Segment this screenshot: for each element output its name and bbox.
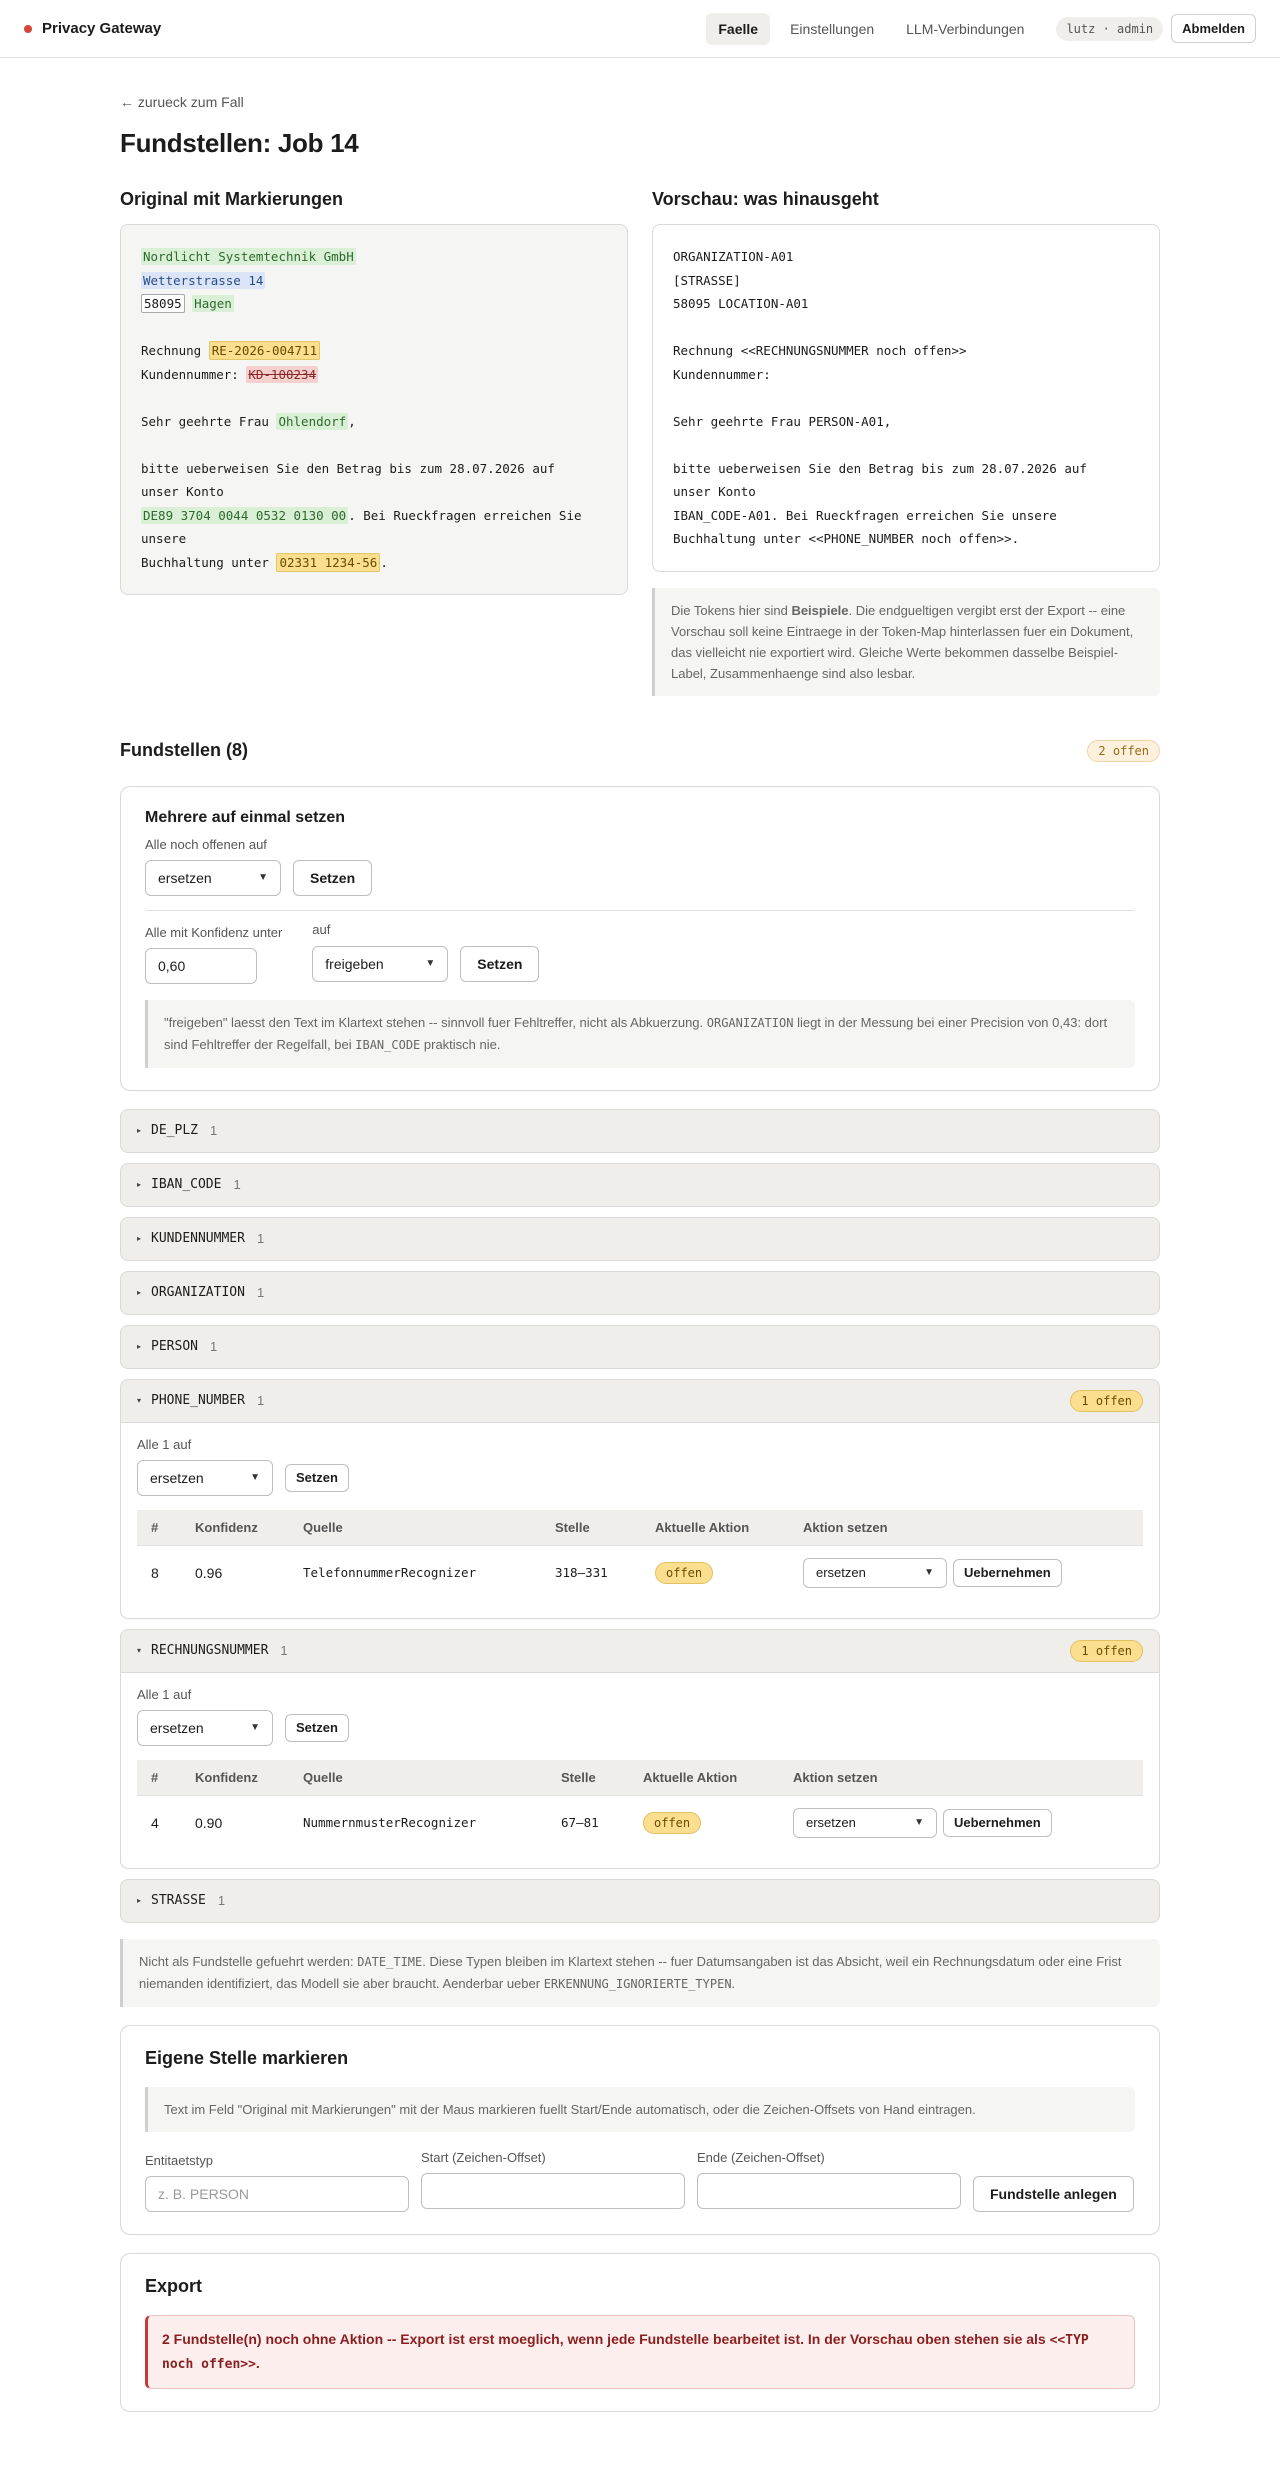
select-value: ersetzen bbox=[150, 1469, 204, 1486]
brand[interactable] bbox=[24, 20, 161, 37]
group-name: STRASSE bbox=[151, 1893, 206, 1908]
export-title: Export bbox=[145, 2275, 203, 2296]
bulk-open-select[interactable] bbox=[145, 860, 281, 896]
create-finding-button[interactable]: Fundstelle anlegen bbox=[973, 2176, 1134, 2212]
export-error-message bbox=[145, 2315, 1135, 2389]
group-phone-header[interactable] bbox=[121, 1380, 1159, 1422]
group-de-plz[interactable] bbox=[120, 1109, 1160, 1153]
triangle-down-icon: ▾ bbox=[137, 1646, 142, 1655]
col-header: Konfidenz bbox=[195, 1769, 258, 1785]
bulk-open-label: Alle noch offenen auf bbox=[145, 836, 267, 852]
row-action-select[interactable] bbox=[793, 1808, 937, 1838]
group-kundennummer[interactable] bbox=[120, 1217, 1160, 1261]
preview-heading: Vorschau: was hinausgeht bbox=[652, 189, 879, 209]
mark-organization[interactable]: Nordlicht Systemtechnik GmbH bbox=[143, 249, 354, 264]
group-count: 1 bbox=[256, 1393, 265, 1408]
start-label: Start (Zeichen-Offset) bbox=[421, 2149, 546, 2165]
select-value: ersetzen bbox=[150, 1719, 204, 1736]
user-badge: lutz · admin bbox=[1056, 17, 1163, 41]
bulk-auf-label: auf bbox=[312, 921, 331, 937]
triangle-right-icon: ▸ bbox=[137, 1896, 142, 1905]
greeting-text: Sehr geehrte Frau bbox=[141, 413, 277, 429]
bulk-conf-label: Alle mit Konfidenz unter bbox=[145, 924, 283, 940]
group-count: 1 bbox=[209, 1123, 218, 1138]
col-header: Aktuelle Aktion bbox=[655, 1519, 750, 1535]
findings-header bbox=[120, 740, 1160, 762]
bulk-note-code-iban: IBAN_CODE bbox=[355, 1037, 421, 1052]
group-set-button[interactable]: Setzen bbox=[285, 1464, 349, 1492]
group-count: 1 bbox=[209, 1339, 218, 1354]
bulk-note-text-2: liegt in der Messung bei einer Precision von 0,43: dort sind Fehltreffer der Regelfall, bei bbox=[164, 1014, 1108, 1052]
body-end: . bbox=[380, 554, 388, 570]
group-count: 1 bbox=[233, 1177, 241, 1192]
row-action-select[interactable] bbox=[803, 1558, 947, 1588]
start-offset-input[interactable] bbox=[421, 2173, 685, 2209]
col-header: Stelle bbox=[555, 1519, 590, 1535]
ignored-note-text: Nicht als Fundstelle gefuehrt werden: bbox=[139, 1953, 358, 1969]
brand-name: Privacy Gateway bbox=[42, 20, 162, 37]
group-strasse[interactable] bbox=[120, 1879, 1160, 1923]
ignored-note-text-2: . Diese Typen bleiben im Klartext stehen -- fuer Datumsangaben ist das Absicht, weil ein Rechnungsdatum oder eine Frist niemanden identifiziert, das Modell sie aber braucht. Aenderbar ueber bbox=[139, 1953, 1122, 1991]
mark-location[interactable]: Hagen bbox=[194, 296, 232, 311]
col-header: # bbox=[151, 1769, 159, 1785]
group-person[interactable] bbox=[120, 1325, 1160, 1369]
group-phone-number bbox=[120, 1379, 1160, 1619]
group-name: IBAN_CODE bbox=[151, 1177, 222, 1192]
body-text-1: bitte ueberweisen Sie den Betrag bis zum 28.07.2026 auf unser Konto bbox=[141, 460, 555, 499]
rechnung-label: Rechnung bbox=[141, 343, 209, 358]
bulk-title: Mehrere auf einmal setzen bbox=[145, 808, 346, 826]
cell-num: 4 bbox=[137, 1795, 181, 1850]
top-bar bbox=[0, 0, 1280, 58]
table-row bbox=[137, 1795, 1143, 1850]
group-open-badge: 1 offen bbox=[1070, 1390, 1143, 1412]
mark-phone[interactable]: 02331 1234-56 bbox=[276, 553, 380, 572]
chevron-down-icon: ▼ bbox=[258, 872, 268, 883]
group-set-button[interactable]: Setzen bbox=[285, 1714, 349, 1742]
type-label: Entitaetstyp bbox=[145, 2152, 213, 2168]
custom-note: Text im Feld "Original mit Markierungen" mit der Maus markieren fuellt Start/Ende automatisch, oder die Zeichen-Offsets von Hand eintragen. bbox=[145, 2087, 1135, 2132]
group-count: 1 bbox=[280, 1643, 288, 1658]
triangle-down-icon: ▾ bbox=[137, 1396, 142, 1405]
chevron-down-icon: ▼ bbox=[250, 1472, 260, 1483]
group-count: 1 bbox=[256, 1285, 265, 1300]
col-header: Quelle bbox=[303, 1769, 343, 1785]
preview-note-bold: Beispiele bbox=[791, 602, 849, 618]
bulk-conf-select[interactable] bbox=[312, 946, 448, 982]
mark-iban[interactable]: DE89 3704 0044 0532 0130 00 bbox=[143, 507, 347, 523]
status-badge: offen bbox=[655, 1562, 713, 1584]
body-text-2: . Bei Rueckfragen erreichen Sie unsere Buchhaltung unter bbox=[141, 507, 582, 570]
export-card bbox=[120, 2253, 1160, 2412]
group-name: ORGANIZATION bbox=[151, 1285, 245, 1300]
apply-button[interactable]: Uebernehmen bbox=[943, 1809, 1052, 1837]
preview-text: ORGANIZATION-A01 [STRASSE] 58095 LOCATION-A01 Rechnung <<RECHNUNGSNUMMER noch offen>> Kundennummer: Sehr geehrte Frau PERSON-A01, bitte ueberweisen Sie den Betrag bis zum 28.07.2026 auf unser Konto IBAN_CODE-A01. Bei Rueckfragen erreichen Sie unsere Buchhaltung unter <<PHONE_NUMBER noch offen>>. bbox=[652, 224, 1160, 572]
bulk-conf-select-value: freigeben bbox=[325, 955, 384, 972]
mark-rechnungsnummer[interactable]: RE-2026-004711 bbox=[209, 341, 320, 360]
bulk-note-code-org: ORGANIZATION bbox=[706, 1015, 794, 1030]
entity-type-input[interactable]: z. B. PERSON bbox=[145, 2176, 409, 2212]
cell-source: TelefonnummerRecognizer bbox=[289, 1545, 541, 1600]
mark-kundennummer[interactable]: KD-100234 bbox=[248, 366, 317, 382]
cell-position: 67–81 bbox=[547, 1795, 629, 1850]
bulk-note-text-3: praktisch nie. bbox=[420, 1036, 501, 1052]
group-action-select[interactable] bbox=[137, 1710, 273, 1746]
mark-plz[interactable]: 58095 bbox=[141, 294, 185, 313]
status-badge: offen bbox=[643, 1812, 701, 1834]
mark-strasse[interactable]: Wetterstrasse 14 bbox=[143, 272, 264, 288]
custom-title: Eigene Stelle markieren bbox=[145, 2047, 349, 2068]
original-heading: Original mit Markierungen bbox=[120, 189, 344, 209]
select-value: ersetzen bbox=[806, 1815, 856, 1830]
apply-button[interactable]: Uebernehmen bbox=[953, 1559, 1062, 1587]
preview-column bbox=[652, 189, 1160, 696]
custom-marking-card bbox=[120, 2025, 1160, 2235]
group-organization[interactable] bbox=[120, 1271, 1160, 1315]
col-header: Aktion setzen bbox=[803, 1519, 888, 1535]
export-error-code: <<TYP noch offen>> bbox=[162, 2332, 1089, 2372]
chevron-down-icon: ▼ bbox=[250, 1722, 260, 1733]
group-rn-header[interactable] bbox=[121, 1630, 1159, 1672]
col-header: Konfidenz bbox=[195, 1519, 258, 1535]
cell-confidence: 0.90 bbox=[181, 1795, 289, 1850]
group-name: KUNDENNUMMER bbox=[151, 1231, 245, 1246]
group-all-label: Alle 1 auf bbox=[137, 1686, 192, 1702]
logout-button[interactable]: Abmelden bbox=[1171, 14, 1256, 43]
col-header: Aktion setzen bbox=[793, 1769, 878, 1785]
export-error-end: . bbox=[255, 2354, 260, 2371]
bulk-conf-set-button[interactable]: Setzen bbox=[460, 946, 539, 982]
ignored-code-date: DATE_TIME bbox=[357, 1954, 423, 1969]
col-header: Quelle bbox=[303, 1519, 343, 1535]
group-rechnungsnummer bbox=[120, 1629, 1160, 1869]
end-label: Ende (Zeichen-Offset) bbox=[697, 2149, 825, 2165]
divider bbox=[145, 910, 1135, 911]
table-row bbox=[137, 1545, 1143, 1600]
chevron-down-icon: ▼ bbox=[924, 1567, 934, 1578]
kunden-label: Kundennummer: bbox=[141, 366, 247, 382]
group-action-select[interactable] bbox=[137, 1460, 273, 1496]
col-header: Aktuelle Aktion bbox=[643, 1769, 738, 1785]
original-column bbox=[120, 189, 628, 696]
col-header: Stelle bbox=[561, 1769, 596, 1785]
rn-findings-table bbox=[137, 1760, 1143, 1850]
triangle-right-icon: ▸ bbox=[137, 1180, 142, 1189]
original-text[interactable] bbox=[120, 224, 628, 595]
end-offset-input[interactable] bbox=[697, 2173, 961, 2209]
mark-person[interactable]: Ohlendorf bbox=[278, 413, 347, 429]
cell-position: 318–331 bbox=[541, 1545, 641, 1600]
export-error-text: 2 Fundstelle(n) noch ohne Aktion -- Export ist erst moeglich, wenn jede Fundstelle bearbeitet ist. In der Vorschau oben stehen sie als bbox=[162, 2330, 1050, 2347]
chevron-down-icon: ▼ bbox=[914, 1817, 924, 1828]
page-title: Fundstellen: Job 14 bbox=[120, 128, 359, 158]
col-header: # bbox=[151, 1519, 159, 1535]
cell-source: NummernmusterRecognizer bbox=[289, 1795, 547, 1850]
chevron-down-icon: ▼ bbox=[425, 958, 436, 969]
main-nav bbox=[706, 13, 1256, 45]
confidence-input[interactable]: 0,60 bbox=[145, 948, 257, 984]
preview-note-rest: . Die endgueltigen vergibt erst der Export -- eine Vorschau soll keine Eintraege in der Token-Map hinterlassen fuer ein Dokument, das vielleicht nie exportiert wird. Gleiche Werte bekommen dasselbe Beispiel-Label, Zusammenhaenge sind also lesbar. bbox=[671, 602, 1134, 681]
preview-note bbox=[652, 588, 1160, 696]
nav-item-faelle[interactable]: Faelle bbox=[706, 13, 770, 45]
group-name: RECHNUNGSNUMMER bbox=[151, 1643, 269, 1658]
group-count: 1 bbox=[256, 1231, 265, 1246]
ignored-types-note bbox=[120, 1939, 1160, 2007]
triangle-right-icon: ▸ bbox=[137, 1288, 142, 1297]
group-name: PHONE_NUMBER bbox=[151, 1393, 245, 1408]
bulk-note-text: "freigeben" laesst den Text im Klartext stehen -- sinnvoll fuer Fehltreffer, nicht als Abkuerzung. bbox=[164, 1014, 707, 1030]
group-open-badge: 1 offen bbox=[1070, 1640, 1143, 1662]
finding-groups bbox=[120, 1109, 1160, 1923]
greeting-end: , bbox=[348, 413, 356, 429]
group-name: PERSON bbox=[151, 1339, 198, 1354]
findings-heading: Fundstellen (8) bbox=[120, 740, 249, 760]
ignored-code-config: ERKENNUNG_IGNORIERTE_TYPEN bbox=[543, 1976, 732, 1991]
group-count: 1 bbox=[217, 1893, 226, 1908]
phone-findings-table bbox=[137, 1510, 1143, 1600]
group-all-label: Alle 1 auf bbox=[137, 1436, 192, 1452]
bulk-open-set-button[interactable]: Setzen bbox=[293, 860, 372, 896]
triangle-right-icon: ▸ bbox=[137, 1342, 142, 1351]
select-value: ersetzen bbox=[816, 1565, 866, 1580]
back-link[interactable]: ← zurueck zum Fall bbox=[120, 94, 244, 110]
ignored-note-text-3: . bbox=[731, 1975, 736, 1991]
cell-confidence: 0.96 bbox=[181, 1545, 289, 1600]
triangle-right-icon: ▸ bbox=[137, 1234, 142, 1243]
group-name: DE_PLZ bbox=[151, 1123, 198, 1138]
open-count-badge: 2 offen bbox=[1087, 740, 1160, 762]
brand-dot-icon bbox=[24, 25, 32, 33]
nav-item-einstellungen[interactable]: Einstellungen bbox=[790, 20, 875, 37]
nav-item-llm-verbindungen[interactable]: LLM-Verbindungen bbox=[906, 20, 1025, 37]
bulk-actions-card bbox=[120, 786, 1160, 1091]
triangle-right-icon: ▸ bbox=[137, 1126, 142, 1135]
bulk-open-select-value: ersetzen bbox=[158, 869, 212, 886]
preview-note-text: Die Tokens hier sind bbox=[671, 602, 792, 618]
group-iban-code[interactable] bbox=[120, 1163, 1160, 1207]
bulk-note bbox=[145, 1000, 1135, 1068]
cell-num: 8 bbox=[137, 1545, 181, 1600]
